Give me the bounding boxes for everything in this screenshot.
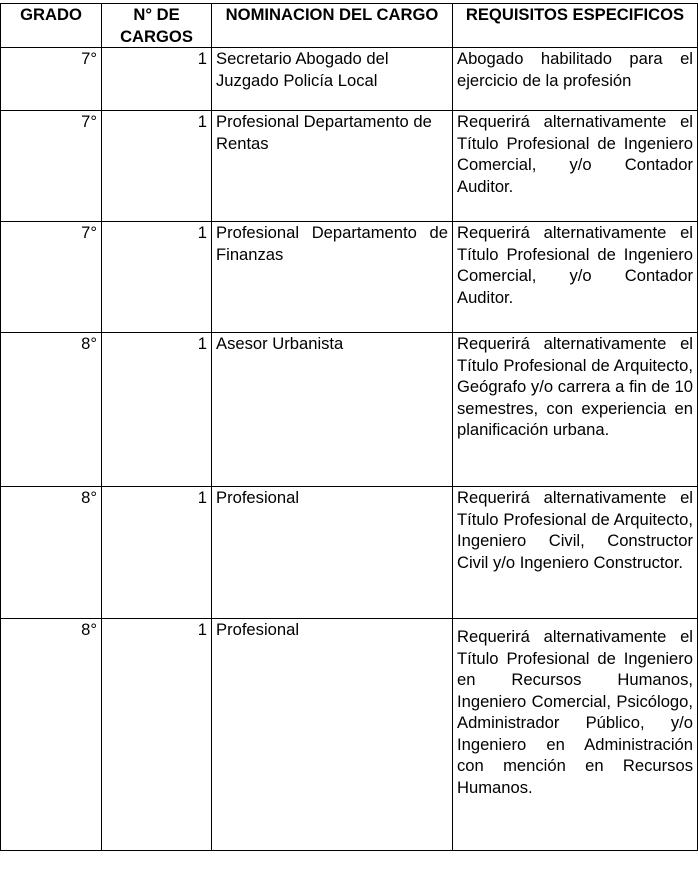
table-row — [1, 222, 698, 333]
grado-cell: 8° — [1, 619, 102, 851]
requisitos-cell: Requerirá alternativamente el Título Profesional de Ingeniero Comercial, y/o Contador Auditor. — [453, 222, 698, 333]
cargo-cell: Profesional — [212, 487, 453, 619]
cargos-cell: 1 — [102, 111, 212, 222]
cargos-cell: 1 — [102, 333, 212, 487]
cargo-cell: Profesional Departamento de Rentas — [212, 111, 453, 222]
header-row — [1, 4, 698, 48]
table-row — [1, 487, 698, 619]
cargos-cell: 1 — [102, 48, 212, 111]
table-header — [1, 4, 698, 48]
positions-table — [0, 3, 698, 851]
requisitos-cell: Abogado habilitado para el ejercicio de la profesión — [453, 48, 698, 111]
table-row — [1, 619, 698, 851]
table-row — [1, 333, 698, 487]
grado-cell: 8° — [1, 333, 102, 487]
header-nominacion: NOMINACION DEL CARGO — [212, 4, 453, 48]
cargos-cell: 1 — [102, 487, 212, 619]
grado-cell: 8° — [1, 487, 102, 619]
table-row — [1, 111, 698, 222]
requisitos-cell: Requerirá alternativamente el Título Profesional de Arquitecto, Geógrafo y/o carrera a fin de 10 semestres, con experiencia en planificación urbana. — [453, 333, 698, 487]
grado-cell: 7° — [1, 222, 102, 333]
cargo-cell: Profesional Departamento de Finanzas — [212, 222, 453, 333]
header-requisitos: REQUISITOS ESPECIFICOS — [453, 4, 698, 48]
grado-cell: 7° — [1, 48, 102, 111]
cargo-cell: Secretario Abogado del Juzgado Policía Local — [212, 48, 453, 111]
cargos-cell: 1 — [102, 222, 212, 333]
requisitos-cell: Requerirá alternativamente el Título Profesional de Arquitecto, Ingeniero Civil, Constructor Civil y/o Ingeniero Constructor. — [453, 487, 698, 619]
requisitos-cell: Requerirá alternativamente el Título Profesional de Ingeniero en Recursos Humanos, Ingeniero Comercial, Psicólogo, Administrador Público, y/o Ingeniero en Administración con mención en Recursos Humanos. — [453, 619, 698, 851]
cargo-cell: Profesional — [212, 619, 453, 851]
table-body — [1, 48, 698, 851]
cargo-cell: Asesor Urbanista — [212, 333, 453, 487]
table-row — [1, 48, 698, 111]
requisitos-cell: Requerirá alternativamente el Título Profesional de Ingeniero Comercial, y/o Contador Auditor. — [453, 111, 698, 222]
cargos-cell: 1 — [102, 619, 212, 851]
grado-cell: 7° — [1, 111, 102, 222]
header-cargos: N° DE CARGOS — [102, 4, 212, 48]
header-grado: GRADO — [1, 4, 102, 48]
